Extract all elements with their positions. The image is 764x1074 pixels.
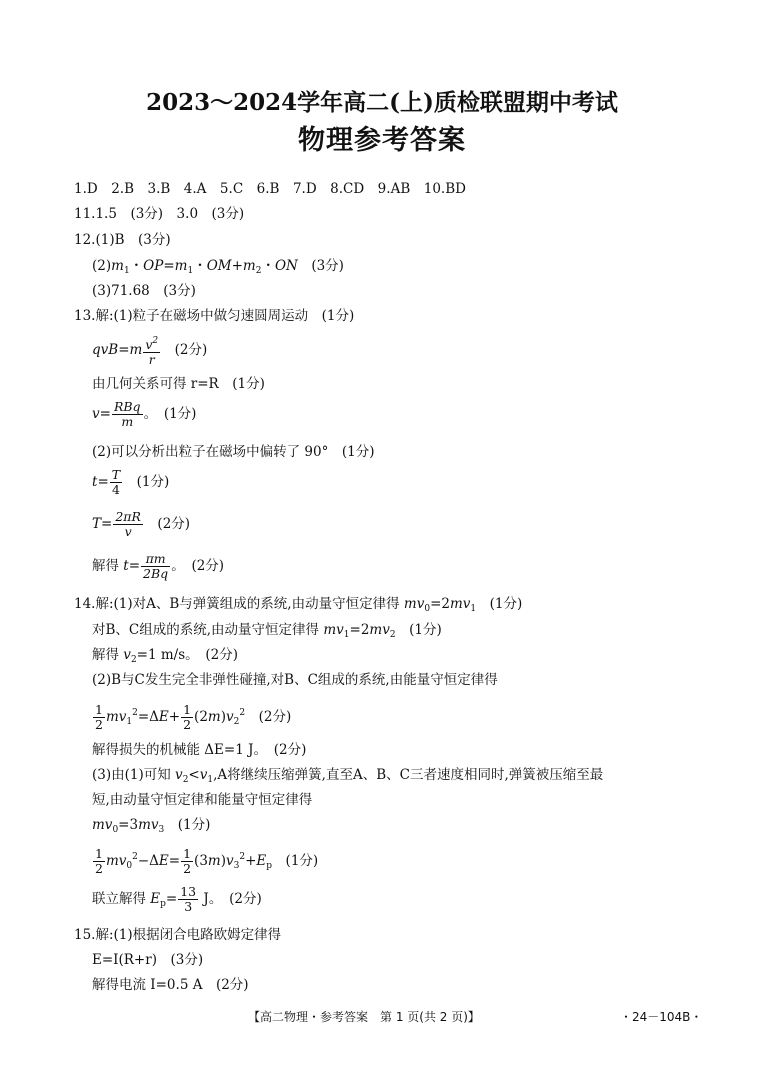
q14-part3: (3)由(1)可知 $v_2<v_1,A$将继续压缩弹簧,直至A、B、C三者速度相同时,弹簧被压缩至最	[92, 767, 604, 785]
q14-result: 联立解得 $E_p=$ $\frac{13}{3}$ J。 (2分)	[92, 884, 262, 914]
q13-eq4-mark: (2分)	[157, 516, 191, 532]
q14-line2-text: 对B、C组成的系统,由动量守恒定律得	[92, 622, 320, 638]
q15-head: 15.解:(1)根据闭合电路欧姆定律得	[74, 927, 282, 943]
page-subtitle: 物理参考答案	[298, 125, 466, 156]
q13-eq2: v= $\frac{\text{RBq}}{m}$ 。 (1分)	[92, 399, 197, 429]
q12-part1: 12.(1)B (3分)	[74, 232, 171, 248]
q13-eq2-mark: (1分)	[163, 406, 197, 422]
q14-part2: (2)B与C发生完全非弹性碰撞,对B、C组成的系统,由能量守恒定律得	[92, 672, 498, 688]
q14-momentum-mark: (1分)	[177, 817, 211, 833]
q13-eq1: qvB=m $\frac{v^2}{r}$ (2分)	[92, 336, 208, 367]
q14-part3-text: A将继续压缩弹簧,直至A、B、C三者速度相同时,弹簧被压缩至最	[217, 767, 604, 783]
q14-result-mark: (2分)	[229, 891, 262, 907]
q13-eq3-mark: (1分)	[136, 474, 170, 490]
q13-result-mark: (2分)	[191, 558, 225, 574]
q14-part3-cont: 短,由动量守恒定律和能量守恒定律得	[92, 792, 313, 808]
q12-part2-mark: (3分)	[311, 258, 344, 274]
exam-title: 2023～2024学年高二(上)质检联盟期中考试	[146, 89, 618, 116]
q14-line3-mark: (2分)	[205, 647, 239, 663]
q15-line3: 解得电流 I=0.5 A (2分)	[92, 977, 249, 993]
q13-eq1-mark: (2分)	[174, 342, 208, 358]
footer-page-info: 【高二物理・参考答案 第 1 页(共 2 页)】	[248, 1010, 480, 1024]
q14-loss: 解得损失的机械能 ΔE=1 J。 (2分)	[92, 742, 307, 758]
choice-answers: 1.D 2.B 3.B 4.A 5.C 6.B 7.D 8.CD 9.AB 10.BD	[74, 181, 466, 197]
q14-energy-eq: $\frac{1}{2}$ $mv_1^2=\Delta E+$ $\frac{1}{2}$ $(2m)v_2^2$ (2分)	[95, 702, 292, 732]
q14-energy-eq2: $\frac{1}{2}$ $mv_0^2-\Delta E=$ $\frac{1}{2}$ $(3m)v_3^2+E_p$ (1分)	[95, 846, 319, 876]
q14-line2-mark: (1分)	[409, 622, 442, 638]
q13-eq4: T= $\frac{2\pi R}{v}$ (2分)	[92, 509, 191, 539]
q13-result: 解得 t= $\frac{\pi m}{2Bq}$ 。 (2分)	[92, 551, 225, 581]
q13-geometry: 由几何关系可得 r=R (1分)	[92, 376, 265, 392]
q14-head: 14.解:(1)对A、B与弹簧组成的系统,由动量守恒定律得 $mv_0=2mv_1$ (1分)	[74, 596, 523, 614]
q11-answer: 11.1.5 (3分) 3.0 (3分)	[74, 206, 245, 222]
q14-energy2-mark: (1分)	[285, 853, 319, 869]
q13-head: 13.解:(1)粒子在磁场中做匀速圆周运动 (1分)	[74, 308, 355, 324]
q14-energy-mark: (2分)	[258, 709, 292, 725]
q14-head-text: 14.解:(1)对A、B与弹簧组成的系统,由动量守恒定律得	[74, 596, 400, 612]
q14-line2: 对B、C组成的系统,由动量守恒定律得 $mv_1=2mv_2$ (1分)	[92, 622, 442, 640]
q13-eq3: t= $\frac{T}{4}$ (1分)	[92, 467, 170, 497]
footer-code: ・24－104B・	[620, 1010, 703, 1024]
q14-line3: 解得 $v_2=1$ m/s。 (2分)	[92, 647, 239, 665]
q14-head-mark: (1分)	[489, 596, 523, 612]
q12-part2: $(2)m_1$・$OP=m_1$・$OM+m_2$・ON (3分)	[92, 258, 344, 276]
q14-momentum-eq: $mv_0=3mv_3$ (1分)	[92, 817, 211, 835]
q13-part2: (2)可以分析出粒子在磁场中偏转了 90° (1分)	[92, 444, 375, 460]
q12-part3: (3)71.68 (3分)	[92, 283, 196, 299]
q15-line2: E=I(R+r) (3分)	[92, 952, 204, 968]
